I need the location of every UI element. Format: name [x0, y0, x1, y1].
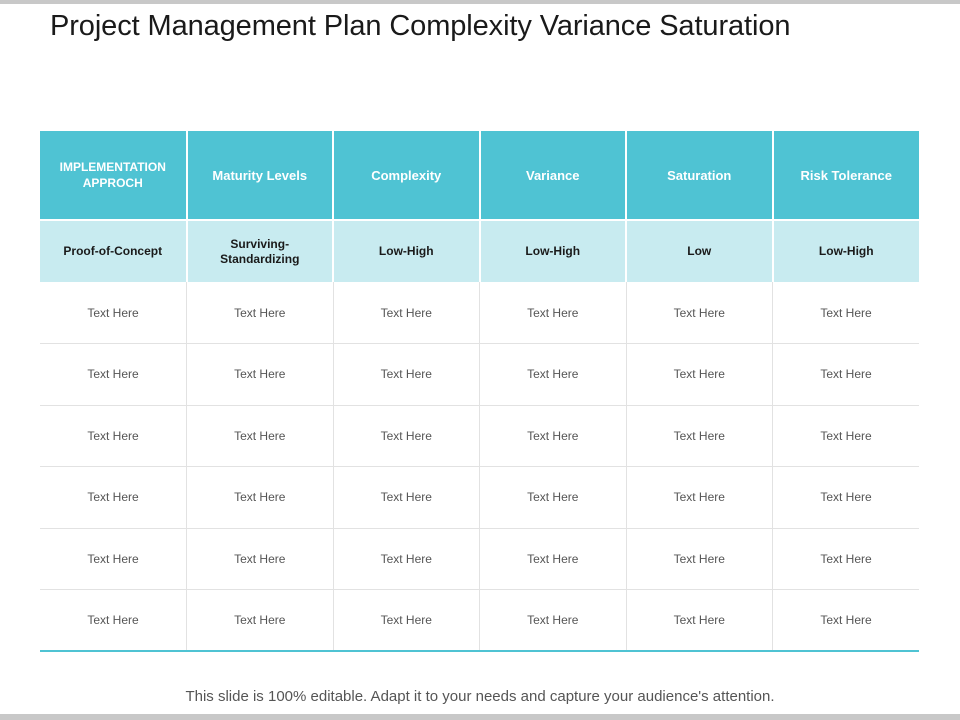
- header-risk-tolerance: Risk Tolerance: [773, 131, 920, 220]
- table-cell: Text Here: [480, 467, 627, 529]
- table-cell: Text Here: [40, 467, 187, 529]
- table-cell: Text Here: [40, 282, 187, 344]
- header-complexity: Complexity: [333, 131, 480, 220]
- bottom-bar: [0, 714, 960, 720]
- table-cell: Text Here: [773, 344, 920, 406]
- header-saturation: Saturation: [626, 131, 773, 220]
- table-row: [40, 405, 919, 467]
- footer-note: This slide is 100% editable. Adapt it to your needs and capture your audience's attention.: [185, 688, 775, 705]
- comparison-table: [40, 131, 919, 652]
- table-cell: Text Here: [480, 344, 627, 406]
- table-cell: Text Here: [773, 467, 920, 529]
- table-cell: Text Here: [187, 282, 334, 344]
- table-cell: Proof-of-Concept: [40, 220, 187, 282]
- top-bar: [0, 0, 960, 4]
- table-cell: Text Here: [626, 467, 773, 529]
- table-sub-header-row: [40, 220, 919, 282]
- table-cell: Text Here: [40, 405, 187, 467]
- table-cell: Text Here: [333, 282, 480, 344]
- header-variance: Variance: [480, 131, 627, 220]
- table-cell: Text Here: [187, 467, 334, 529]
- table-cell: Text Here: [333, 405, 480, 467]
- table-header-row: [40, 131, 919, 220]
- table-row: [40, 282, 919, 344]
- table-cell: Text Here: [187, 405, 334, 467]
- table-cell: Text Here: [40, 528, 187, 590]
- table-cell: Text Here: [480, 282, 627, 344]
- table-cell: Text Here: [480, 590, 627, 652]
- header-maturity-levels: Maturity Levels: [187, 131, 334, 220]
- table-cell: Low-High: [773, 220, 920, 282]
- table-cell: Low: [626, 220, 773, 282]
- slide-title: Project Management Plan Complexity Variance Saturation: [50, 10, 791, 42]
- table-cell: Text Here: [626, 528, 773, 590]
- table-cell: Text Here: [40, 344, 187, 406]
- table-cell: Text Here: [333, 344, 480, 406]
- table-cell: Text Here: [773, 590, 920, 652]
- table-cell: Text Here: [626, 282, 773, 344]
- table-cell: Text Here: [626, 590, 773, 652]
- table-cell: Text Here: [333, 467, 480, 529]
- table-row: [40, 467, 919, 529]
- table-cell: Text Here: [187, 528, 334, 590]
- table-cell: Text Here: [480, 405, 627, 467]
- table-cell: Text Here: [626, 405, 773, 467]
- table-row: [40, 528, 919, 590]
- table-cell: Low-High: [480, 220, 627, 282]
- table-cell: Text Here: [187, 590, 334, 652]
- table-cell: Text Here: [773, 405, 920, 467]
- table-cell: Text Here: [333, 528, 480, 590]
- table-cell: Low-High: [333, 220, 480, 282]
- table-cell: Text Here: [626, 344, 773, 406]
- header-implementation-approach: IMPLEMENTATION APPROCH: [40, 131, 187, 220]
- table-cell: Text Here: [187, 344, 334, 406]
- table-cell: Text Here: [40, 590, 187, 652]
- table-cell: Text Here: [773, 282, 920, 344]
- table-cell: Text Here: [333, 590, 480, 652]
- table-cell: Surviving-Standardizing: [187, 220, 334, 282]
- table-cell: Text Here: [480, 528, 627, 590]
- table-row: [40, 590, 919, 652]
- table-cell: Text Here: [773, 528, 920, 590]
- table-row: [40, 344, 919, 406]
